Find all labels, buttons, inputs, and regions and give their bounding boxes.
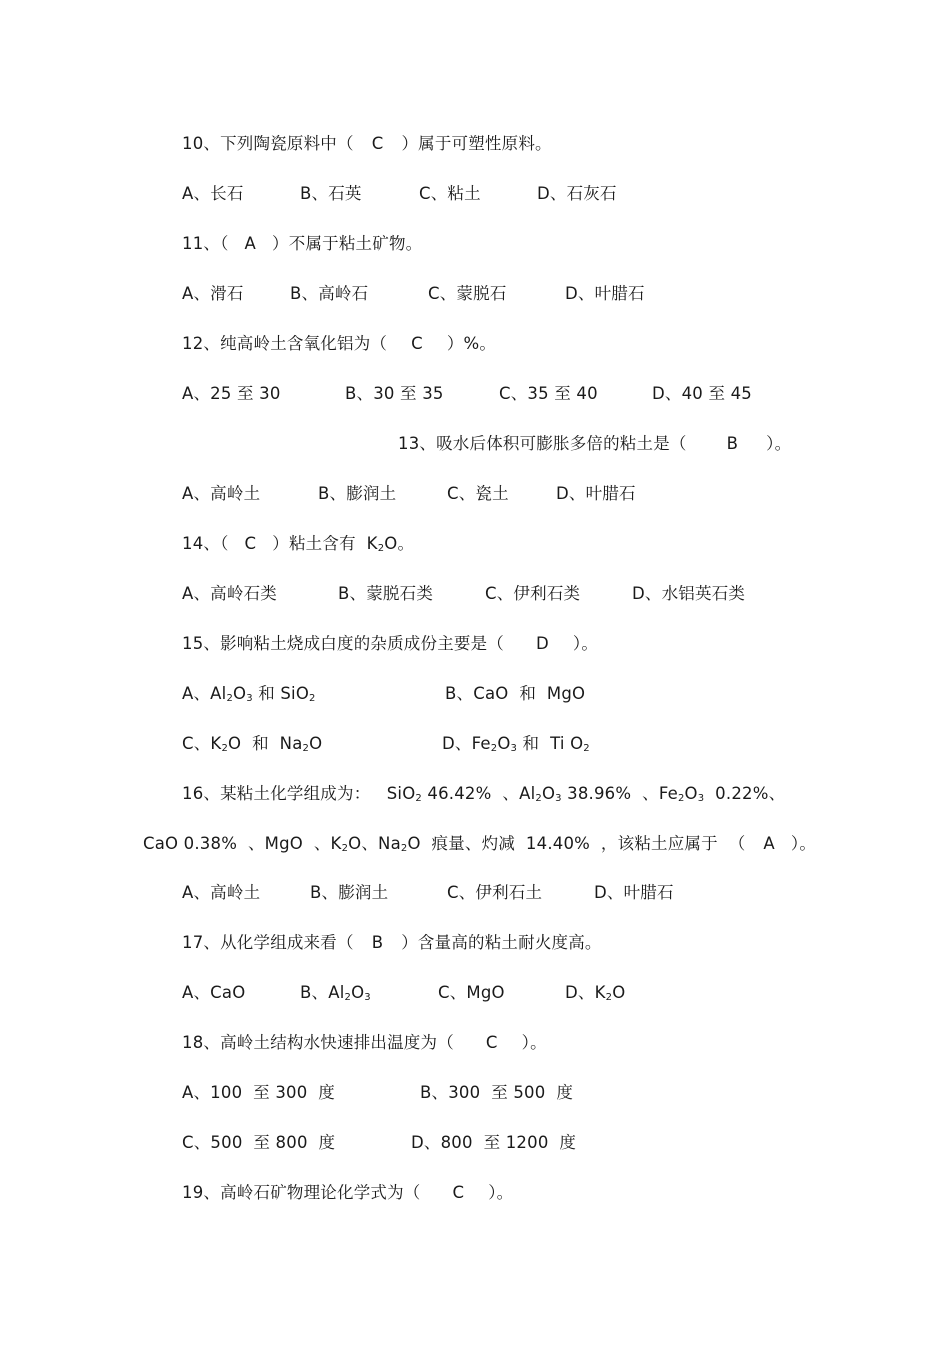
answer-16: A (763, 834, 775, 853)
option-a: A、$Al_2O_3$ 和 SiO$_2$ (182, 684, 316, 704)
option-b: B、$Al_2O_3$ (300, 983, 371, 1003)
option-a: A、25 至 30 (182, 384, 281, 403)
option-a: A、高岭土 (182, 484, 261, 503)
question-15: 15、影响粘土烧成白度的杂质成份主要是（ D ）。 (182, 632, 598, 656)
option-c: C、$K_2O$ 和 $Na_2O$ (182, 734, 323, 754)
option-a: A、高岭石类 (182, 584, 277, 603)
options-13 (182, 482, 782, 506)
options-18-ab (182, 1081, 782, 1105)
answer-14: C (244, 534, 257, 553)
question-14: 14、（ C ）粘土含有 $K_2O$。 (182, 534, 415, 554)
option-a: A、长石 (182, 184, 244, 203)
option-b: B、CaO 和 MgO (445, 684, 586, 703)
options-12 (182, 382, 802, 406)
option-d: D、叶腊石 (556, 484, 636, 503)
answer-13: B (726, 434, 739, 453)
option-d: D、水铝英石类 (632, 584, 746, 603)
option-c: C、35 至 40 (499, 384, 598, 403)
option-d: D、叶腊石 (594, 883, 674, 902)
question-17: 17、从化学组成来看（ B ）含量高的粘土耐火度高。 (182, 931, 602, 955)
question-19: 19、高岭石矿物理论化学式为（ C ）。 (182, 1181, 513, 1205)
options-11 (182, 282, 782, 306)
option-c: C、500 至 800 度 (182, 1133, 336, 1152)
answer-18: C (485, 1033, 498, 1052)
options-10 (182, 182, 782, 206)
option-b: B、石英 (300, 184, 362, 203)
question-16-line-1: 16、某粘土化学组成为： SiO$_2$ 46.42% 、$Al_2O_3$ 38.96% 、$Fe_2O_3$ 0.22%、 (182, 784, 786, 804)
option-a: A、CaO (182, 983, 246, 1002)
options-14 (182, 582, 802, 606)
answer-15: D (536, 634, 549, 653)
option-c: C、粘土 (419, 184, 481, 203)
answer-10: C (371, 134, 384, 153)
question-11: 11、（ A ）不属于粘土矿物。 (182, 232, 422, 256)
option-c: C、伊利石土 (447, 883, 543, 902)
option-d: D、$Fe_2O_3$ 和 Ti $O_2$ (442, 734, 590, 754)
option-d: D、石灰石 (537, 184, 617, 203)
option-b: B、膨润土 (318, 484, 397, 503)
option-d: D、40 至 45 (652, 384, 752, 403)
option-a: A、100 至 300 度 (182, 1083, 335, 1102)
question-12: 12、纯高岭土含氧化铝为（ C ）%。 (182, 332, 496, 356)
answer-11: A (244, 234, 257, 253)
options-18-cd (182, 1131, 782, 1155)
options-15-cd (182, 732, 782, 756)
answer-12: C (411, 334, 423, 353)
answer-17: B (371, 933, 384, 952)
option-c: C、蒙脱石 (428, 284, 507, 303)
option-b: B、30 至 35 (345, 384, 444, 403)
option-d: D、$K_2O$ (565, 983, 626, 1003)
question-18: 18、高岭土结构水快速排出温度为（ C ）。 (182, 1031, 547, 1055)
question-10: 10、下列陶瓷原料中（ C ）属于可塑性原料。 (182, 132, 552, 156)
option-d: D、800 至 1200 度 (411, 1133, 577, 1152)
option-b: B、300 至 500 度 (420, 1083, 574, 1102)
option-b: B、高岭石 (290, 284, 369, 303)
option-c: C、瓷土 (447, 484, 509, 503)
options-15-ab (182, 682, 782, 706)
question-16-line-2: CaO 0.38% 、MgO 、$K_2O$、$Na_2O$ 痕量、灼减 14.40% ，该粘土应属于 （ A ）。 (143, 834, 817, 854)
option-a: A、高岭土 (182, 883, 261, 902)
options-16 (182, 881, 782, 905)
option-d: D、叶腊石 (565, 284, 645, 303)
option-b: B、蒙脱石类 (338, 584, 434, 603)
option-a: A、滑石 (182, 284, 244, 303)
answer-19: C (452, 1183, 465, 1202)
options-17 (182, 981, 782, 1005)
option-c: C、MgO (438, 983, 505, 1002)
question-13: 13、吸水后体积可膨胀多倍的粘土是（ B ）。 (398, 432, 791, 456)
option-c: C、伊利石类 (485, 584, 581, 603)
option-b: B、膨润土 (310, 883, 389, 902)
